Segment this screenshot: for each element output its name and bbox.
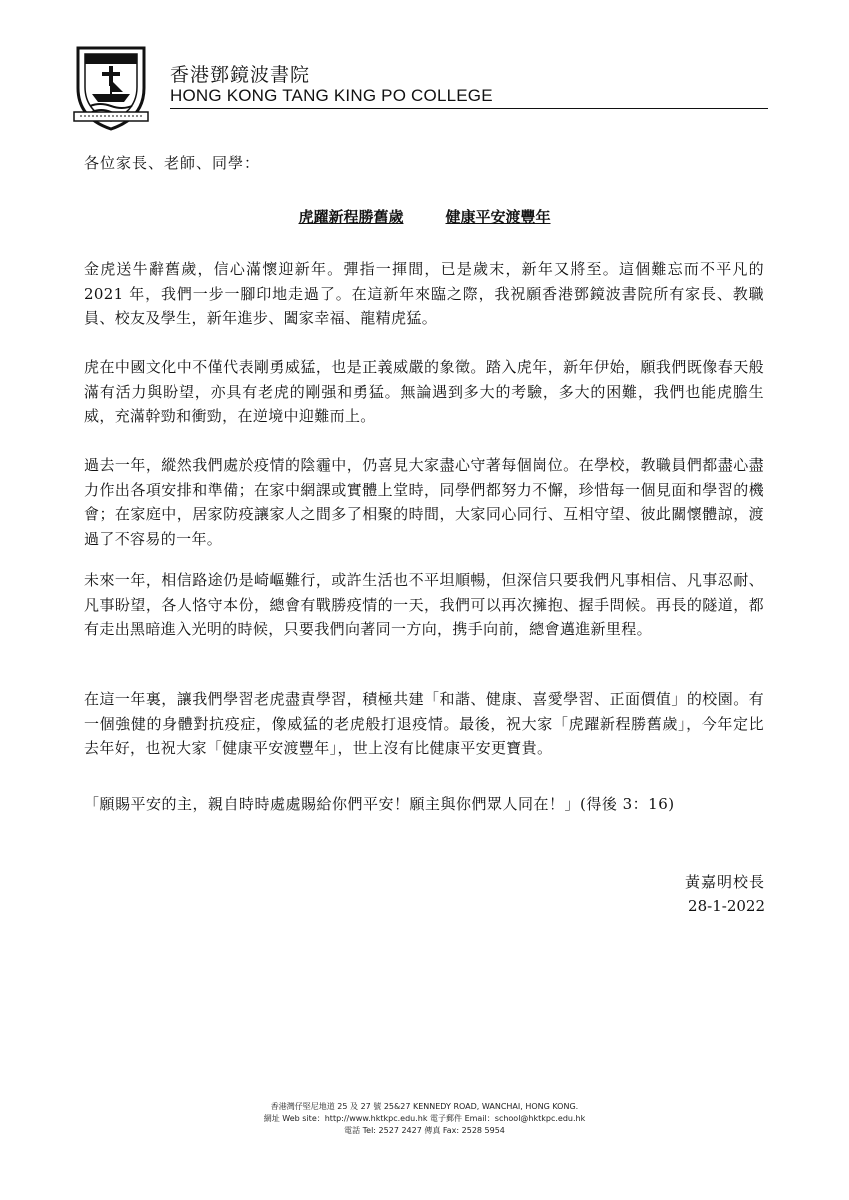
footer-web-email: 網址 Web site：http://www.hktkpc.edu.hk 電子郵件 Email：school@hktkpc.edu.hk	[263, 1114, 586, 1123]
school-name-chinese: 香港鄧鏡波書院	[170, 64, 311, 86]
header-divider	[170, 108, 768, 109]
letter-title	[0, 206, 849, 227]
paragraph-4: 未來一年，相信路途仍是崎嶇難行，或許生活也不平坦順暢，但深信只要我們凡事相信、凡事忍耐、凡事盼望，各人恪守本份，總會有戰勝疫情的一天，我們可以再次擁抱、握手問候。再長的隧道，都有走出黑暗進入光明的時候，只要我們向著同一方向，携手向前，總會邁進新里程。	[84, 571, 764, 638]
footer-address: 香港灣仔堅尼地道 25 及 27 號 25&27 KENNEDY ROAD, WANCHAI, HONG KONG.	[270, 1102, 579, 1111]
paragraph-1: 金虎送牛辭舊歲，信心滿懷迎新年。彈指一揮間，已是歲末，新年又將至。這個難忘而不平凡的 2021 年，我們一步一腳印地走過了。在這新年來臨之際，我祝願香港鄧鏡波書院所有家長、教職員、校友及學生，新年進步、闔家幸福、龍精虎猛。	[84, 260, 764, 327]
letter-salutation: 各位家長、老師、同學：	[84, 154, 261, 172]
paragraph-5: 在這一年裏，讓我們學習老虎盡責學習，積極共建「和諧、健康、喜愛學習、正面價值」的校園。有一個強健的身體對抗疫症，像威猛的老虎般打退疫情。最後，祝大家「虎躍新程勝舊歲」，今年定比去年好，也祝大家「健康平安渡豐年」，世上沒有比健康平安更寶貴。	[84, 690, 764, 757]
footer-phone-fax: 電話 Tel: 2527 2427 傳真 Fax: 2528 5954	[344, 1126, 505, 1135]
school-crest-logo	[70, 42, 152, 132]
signer-name: 黃嘉明校長	[684, 873, 765, 891]
letter-title-part-2: 健康平安渡豐年	[445, 208, 551, 226]
letter-date: 28-1-2022	[688, 897, 765, 915]
school-name-english: HONG KONG TANG KING PO COLLEGE	[170, 86, 493, 105]
letter-title-part-1: 虎躍新程勝舊歲	[298, 208, 404, 226]
paragraph-2: 虎在中國文化中不僅代表剛勇威猛，也是正義威嚴的象徵。踏入虎年，新年伊始，願我們既像春天般滿有活力與盼望，亦具有老虎的剛强和勇猛。無論遇到多大的考驗，多大的困難，我們也能虎膽生威，充滿幹勁和衝勁，在逆境中迎難而上。	[84, 358, 764, 425]
paragraph-3: 過去一年，縱然我們處於疫情的陰霾中，仍喜見大家盡心守著每個崗位。在學校，教職員們都盡心盡力作出各項安排和準備；在家中網課或實體上堂時，同學們都努力不懈，珍惜每一個見面和學習的機會；在家庭中，居家防疫讓家人之間多了相聚的時間，大家同心同行、互相守望、彼此關懷體諒，渡過了不容易的一年。	[84, 456, 764, 548]
blessing-quote: 「願賜平安的主，親自時時處處賜給你們平安！願主與你們眾人同在！」(得後 3：16)	[84, 795, 675, 813]
